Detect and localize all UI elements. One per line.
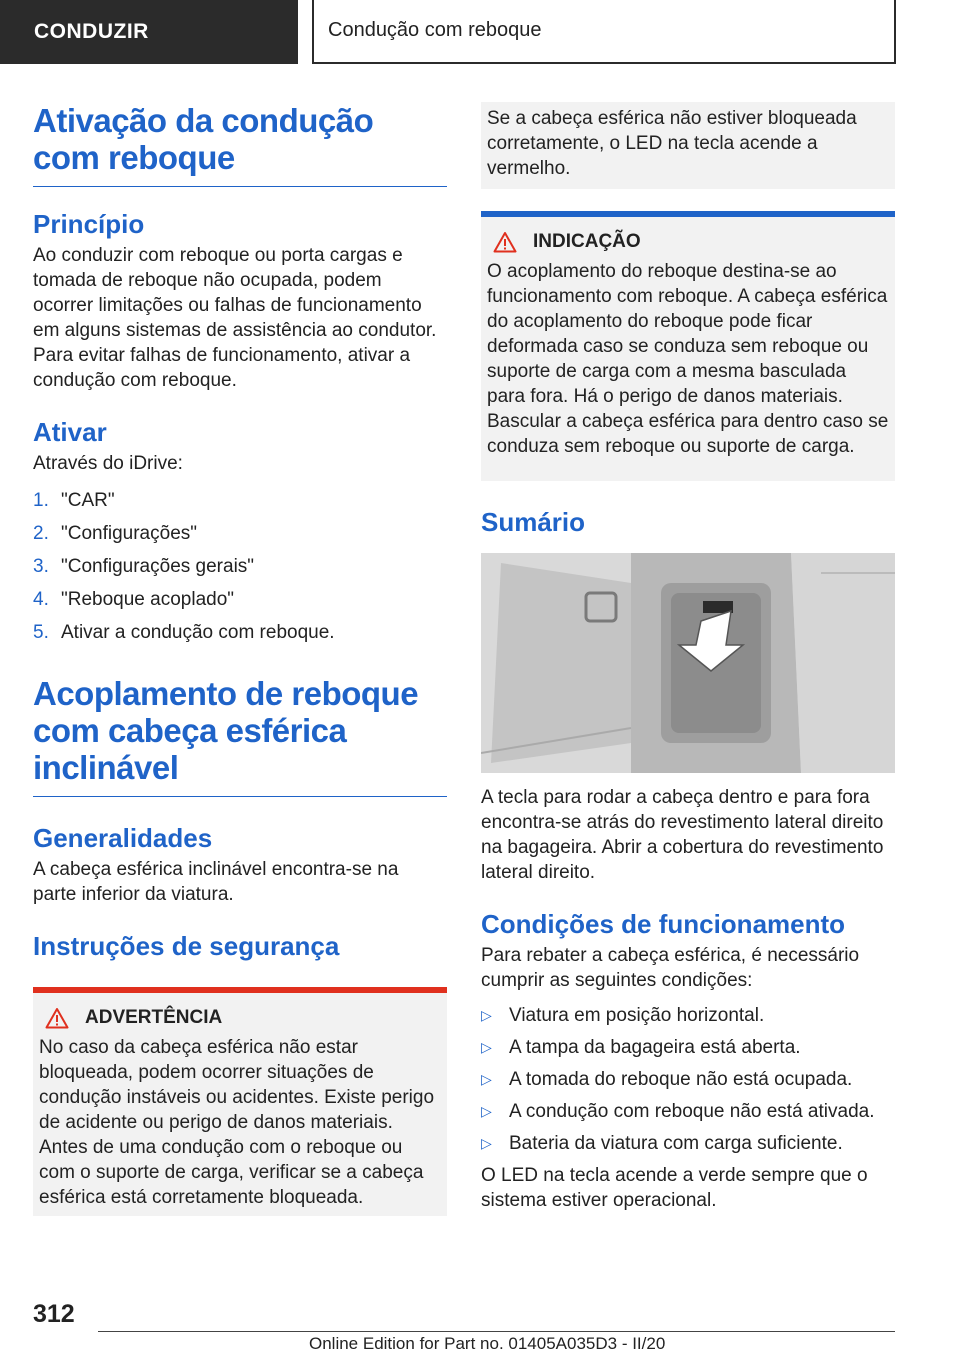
right-column: [481, 102, 895, 1213]
condition-text: A tomada do reboque não está ocupada.: [509, 1069, 853, 1090]
footer-rule: [98, 1331, 895, 1332]
continued-note-text: Se a cabeça esférica não estiver bloqueada corretamente, o LED na tecla acende a vermelho.: [487, 108, 857, 179]
warning-bar: [33, 987, 447, 993]
heading-conditions: Condições de funcionamento: [481, 909, 846, 939]
activation-steps: [33, 488, 447, 645]
header-topic-label: Condução com reboque: [312, 0, 896, 64]
heading-safety: Instruções de segurança: [33, 931, 340, 961]
conditions-outro: O LED na tecla acende a verde sempre que o sistema estiver operacional.: [481, 1165, 868, 1211]
warning-label: ADVERTÊNCIA: [85, 1007, 223, 1028]
summary-text: A tecla para rodar a cabeça dentro e para fora encontra-se atrás do revestimento lateral direito na bagageira. Abrir a cobertura do revestimento lateral direito.: [481, 787, 884, 883]
condition-text: Bateria da viatura com carga suficiente.: [509, 1133, 843, 1154]
step-number: 3.: [33, 556, 49, 577]
warning-box: [33, 987, 447, 1216]
principle-text: Ao conduzir com reboque ou porta cargas e tomada de reboque não ocupada, podem ocorrer limitações ou falhas de funcionamento em alguns sistemas de assistência ao condutor. Para evitar falhas de funcionamento, ativar a condução com reboque.: [33, 245, 437, 391]
notice-label: INDICAÇÃO: [533, 231, 641, 252]
step-item: [33, 620, 447, 645]
condition-item: [481, 1099, 895, 1124]
condition-item: [481, 1131, 895, 1156]
condition-item: [481, 1035, 895, 1060]
condition-text: A tampa da bagageira está aberta.: [509, 1037, 801, 1058]
conditions-list: [481, 1003, 895, 1156]
triangle-right-icon: ▷: [481, 1135, 492, 1151]
header-section-label: CONDUZIR: [0, 0, 298, 64]
heading-rule: [33, 796, 447, 797]
trunk-side-panel-photo: [481, 553, 895, 773]
condition-text: A condução com reboque não está ativada.: [509, 1101, 875, 1122]
warning-triangle-icon: [45, 1007, 69, 1029]
step-number: 1.: [33, 490, 49, 511]
triangle-right-icon: ▷: [481, 1007, 492, 1023]
general-text: A cabeça esférica inclinável encontra-se na parte inferior da viatura.: [33, 859, 399, 905]
heading-principle: Princípio: [33, 209, 145, 239]
condition-item: [481, 1003, 895, 1028]
continued-note-box: [481, 102, 895, 189]
heading-activate: Ativar: [33, 417, 107, 447]
conditions-intro: Para rebater a cabeça esférica, é necessário cumprir as seguintes condições:: [481, 945, 860, 991]
warning-text: No caso da cabeça esférica não estar bloqueada, podem ocorrer situações de condução instáveis ou acidentes. Existe perigo de acidente ou perigo de danos materiais. Antes de uma condução com o reboque ou com o suporte de carga, verificar se a cabeça esférica está corretamente bloqueada.: [39, 1037, 435, 1208]
step-number: 2.: [33, 523, 49, 544]
condition-item: [481, 1067, 895, 1092]
page-number: 312: [33, 1300, 75, 1328]
step-text: "Configurações": [61, 523, 198, 544]
heading-summary: Sumário: [481, 507, 586, 537]
notice-box: [481, 211, 895, 481]
step-item: [33, 554, 447, 579]
condition-text: Viatura em posição horizontal.: [509, 1005, 765, 1026]
heading-coupling: Acoplamento de reboque com cabeça esférica inclinável: [33, 675, 419, 786]
notice-title: [487, 231, 889, 253]
edition-label: Online Edition for Part no. 01405A035D3 - II/20: [309, 1334, 666, 1353]
heading-general: Generalidades: [33, 823, 213, 853]
triangle-right-icon: ▷: [481, 1071, 492, 1087]
activate-intro: Através do iDrive:: [33, 453, 183, 474]
heading-activation: Ativação da condução com reboque: [33, 102, 374, 176]
step-item: [33, 587, 447, 612]
left-column: [33, 102, 447, 1216]
step-text: "Reboque acoplado": [61, 589, 235, 610]
warning-triangle-icon: [493, 231, 517, 253]
step-text: "Configurações gerais": [61, 556, 255, 577]
notice-bar: [481, 211, 895, 217]
step-text: "CAR": [61, 490, 115, 511]
notice-text: O acoplamento do reboque destina-se ao funcionamento com reboque. A cabeça esférica do acoplamento do reboque pode ficar deformada caso se conduza sem reboque ou suporte de carga com a mesma basculada para fora. Há o perigo de danos materiais. Bascular a cabeça esférica para dentro caso se conduza sem reboque ou suporte de carga.: [487, 261, 889, 457]
heading-rule: [33, 186, 447, 187]
triangle-right-icon: ▷: [481, 1039, 492, 1055]
step-item: [33, 521, 447, 546]
step-number: 5.: [33, 622, 49, 643]
step-item: [33, 488, 447, 513]
warning-title: [39, 1007, 441, 1029]
step-text: Ativar a condução com reboque.: [61, 622, 335, 643]
step-number: 4.: [33, 589, 49, 610]
triangle-right-icon: ▷: [481, 1103, 492, 1119]
